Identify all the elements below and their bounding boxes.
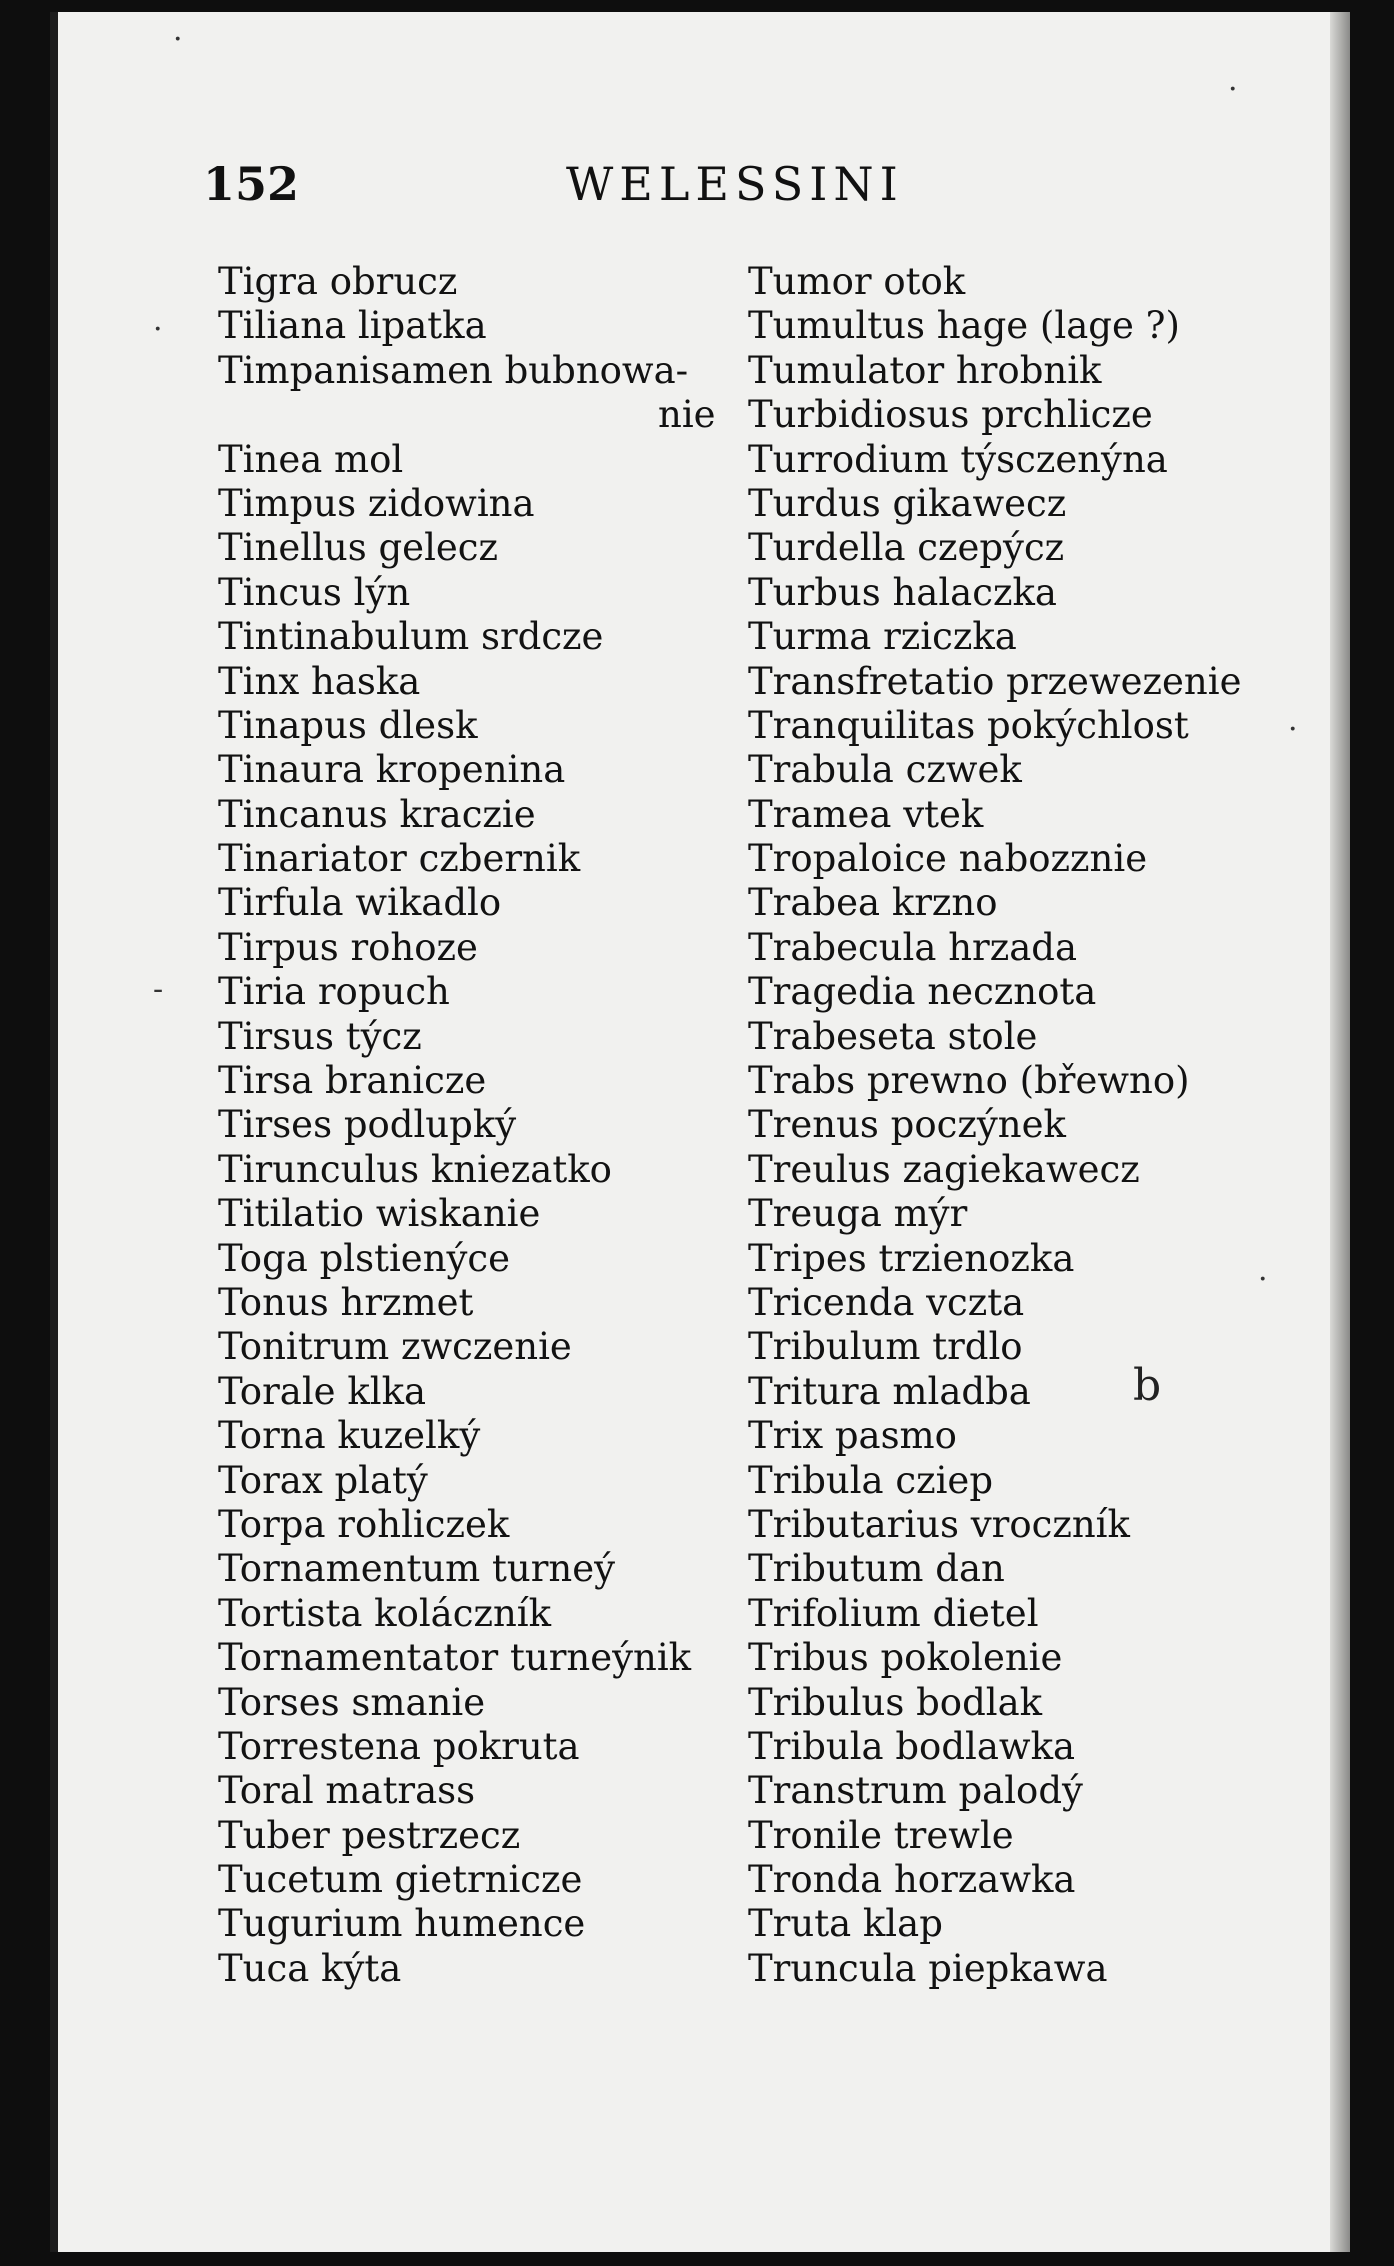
glossary-entry: Tragedia necznota (748, 970, 1097, 1014)
glossary-entry: Torna kuzelký (218, 1414, 481, 1458)
glossary-entry: Tonitrum zwczenie (218, 1325, 572, 1369)
glossary-entry: Tripes trzienozka (748, 1236, 1075, 1280)
glossary-entry: Tronile trewle (748, 1813, 1014, 1857)
glossary-entry: Tribulum trdlo (748, 1325, 1023, 1369)
glossary-entry: Tinaura kropenina (218, 748, 566, 792)
glossary-entry: Tuca kýta (218, 1946, 402, 1990)
glossary-entry: Toga plstienýce (218, 1236, 511, 1280)
glossary-entry: Toral matrass (218, 1769, 476, 1813)
glossary-entry: Trabeseta stole (748, 1014, 1038, 1058)
glossary-entry: Tribulus bodlak (748, 1680, 1043, 1724)
glossary-entry: Titilatio wiskanie (218, 1192, 541, 1236)
page-gutter-shadow (1330, 12, 1350, 2252)
running-title: WELESSINI (566, 157, 904, 211)
glossary-entry: Tritura mladba (748, 1369, 1031, 1413)
glossary-entry: Torpa rohliczek (218, 1502, 510, 1546)
glossary-entry: Tricenda vczta (748, 1280, 1025, 1324)
glossary-entry: Tronda horzawka (748, 1858, 1076, 1902)
glossary-entry: Tuber pestrzecz (218, 1813, 521, 1857)
glossary-entry: Tiria ropuch (218, 970, 450, 1014)
ink-speck: · (153, 312, 163, 347)
glossary-entry: Torax platý (218, 1458, 428, 1502)
glossary-entry: Tirunculus kniezatko (218, 1147, 612, 1191)
ink-speck: · (1258, 1262, 1268, 1297)
glossary-entry: Tirses podlupký (218, 1103, 517, 1147)
glossary-entry: Tumultus hage (lage ?) (748, 304, 1180, 348)
page-header (58, 157, 1350, 217)
glossary-entry: Trabula czwek (748, 748, 1022, 792)
ink-speck: - (153, 972, 164, 1007)
left-column (218, 260, 778, 1991)
glossary-entry: Tranquilitas pokýchlost (748, 703, 1189, 747)
glossary-entry: Tropaloice nabozznie (748, 837, 1148, 881)
glossary-entry: Torses smanie (218, 1680, 486, 1724)
glossary-entry: Tributum dan (748, 1547, 1005, 1591)
ink-speck: · (1288, 712, 1298, 747)
glossary-entry: Turrodium týsczenýna (748, 437, 1168, 481)
glossary-entry: nie (658, 393, 716, 437)
glossary-entry: Tumor otok (748, 260, 966, 303)
glossary-entry: Tinellus gelecz (218, 526, 499, 570)
glossary-entry: Tincus lýn (218, 570, 411, 614)
glossary-entry: Tinx haska (218, 659, 421, 703)
glossary-entry: Trabecula hrzada (748, 925, 1078, 969)
glossary-entry: Treulus zagiekawecz (748, 1147, 1140, 1191)
glossary-entry: Trabea krzno (748, 881, 998, 925)
glossary-entry: Tigra obrucz (218, 260, 458, 303)
book-page (50, 12, 1350, 2252)
glossary-entry: Transfretatio przewezenie (748, 659, 1242, 703)
glossary-entry: Turma rziczka (748, 615, 1017, 659)
handwritten-margin-note: b (1133, 1360, 1162, 1411)
glossary-entry: Timpanisamen bubnowa- (218, 348, 689, 392)
glossary-entry: Timpus zidowina (218, 481, 535, 525)
glossary-entry: Trix pasmo (748, 1414, 957, 1458)
ink-speck: · (1228, 72, 1238, 107)
page-number: 152 (203, 157, 300, 211)
glossary-entry: Truncula piepkawa (748, 1946, 1108, 1990)
glossary-entry: Tonus hrzmet (218, 1280, 474, 1324)
glossary-entry: Tintinabulum srdcze (218, 615, 604, 659)
glossary-entry: Tiliana lipatka (218, 304, 487, 348)
glossary-entry: Tinapus dlesk (218, 703, 478, 747)
glossary-entry: Turdus gikawecz (748, 481, 1067, 525)
glossary-entry: Truta klap (748, 1902, 943, 1946)
glossary-entry: Tirsa branicze (218, 1059, 487, 1103)
glossary-entry: Tornamentator turneýnik (218, 1636, 692, 1680)
right-column (748, 260, 1308, 1991)
glossary-entry: Tinea mol (218, 437, 404, 481)
glossary-entry: Tramea vtek (748, 792, 984, 836)
glossary-entry: Tornamentum turneý (218, 1547, 616, 1591)
glossary-entry: Transtrum palodý (748, 1769, 1083, 1813)
glossary-entry: Tirpus rohoze (218, 925, 478, 969)
glossary-entry: Turbidiosus prchlicze (748, 393, 1153, 437)
glossary-entry: Trenus poczýnek (748, 1103, 1066, 1147)
glossary-entry: Turdella czepýcz (748, 526, 1065, 570)
glossary-entry: Tirsus týcz (218, 1014, 422, 1058)
glossary-entry: Tugurium humence (218, 1902, 586, 1946)
glossary-entry: Treuga mýr (748, 1192, 968, 1236)
glossary-entry: Tortista koláczník (218, 1591, 552, 1635)
glossary-entry: Trifolium dietel (748, 1591, 1039, 1635)
glossary-entry: Trabs prewno (břewno) (748, 1059, 1190, 1103)
ink-speck: · (173, 22, 183, 57)
glossary-entry: Tributarius vroczník (748, 1502, 1130, 1546)
glossary-entry: Tincanus kraczie (218, 792, 536, 836)
glossary-entry: Tinariator czbernik (218, 837, 581, 881)
glossary-entry: Turbus halaczka (748, 570, 1057, 614)
glossary-entry: Tribula bodlawka (748, 1724, 1076, 1768)
glossary-entry: Torale klka (218, 1369, 427, 1413)
glossary-entry: Tribus pokolenie (748, 1636, 1063, 1680)
glossary-entry: Tumulator hrobnik (748, 348, 1102, 392)
glossary-entry: Tucetum gietrnicze (218, 1858, 583, 1902)
glossary-entry: Tribula cziep (748, 1458, 993, 1502)
glossary-entry: Torrestena pokruta (218, 1724, 580, 1768)
glossary-entry: Tirfula wikadlo (218, 881, 502, 925)
